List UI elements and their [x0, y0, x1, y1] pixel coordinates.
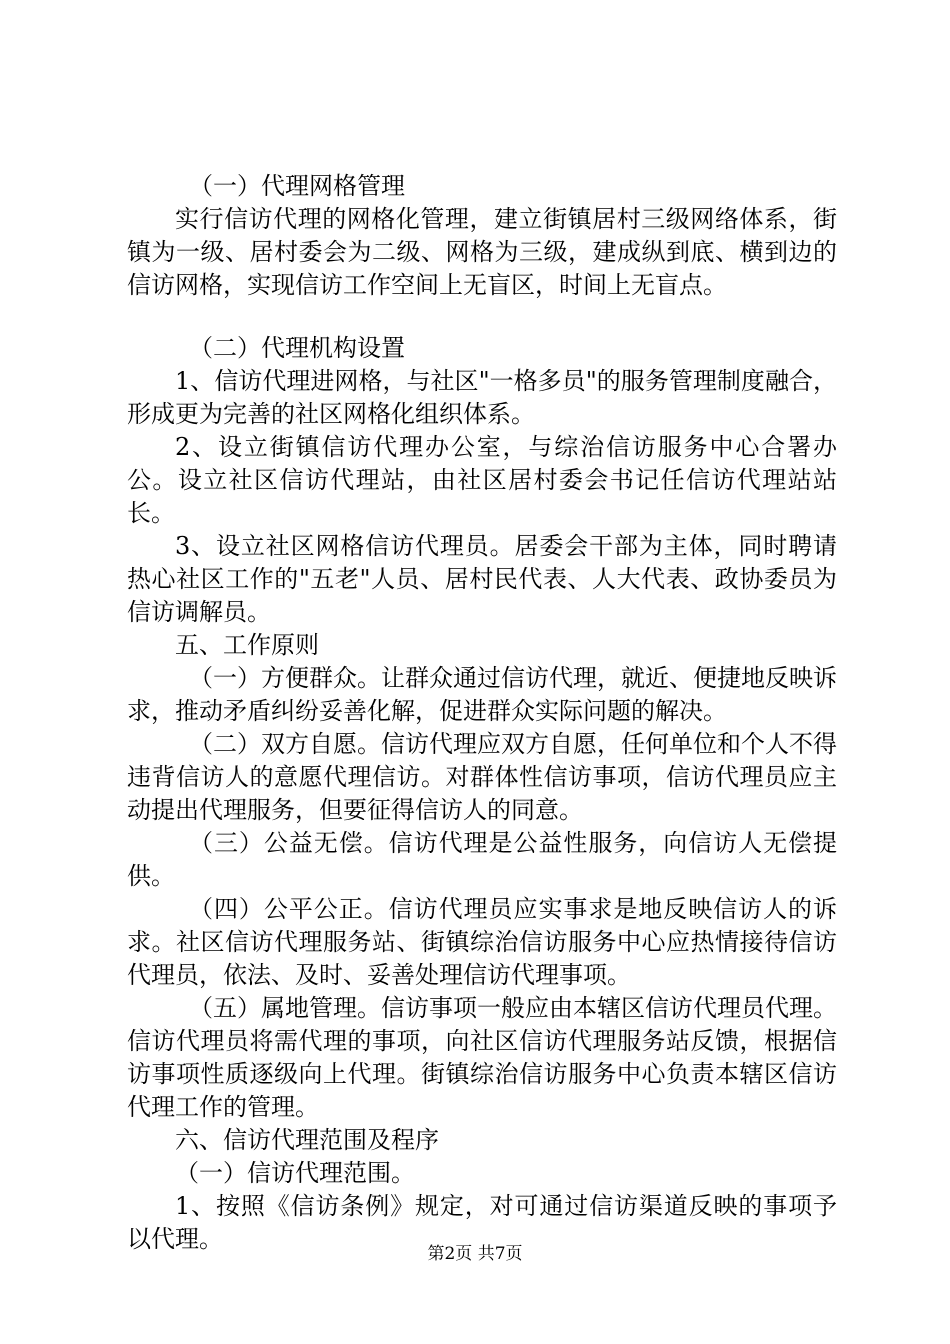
paragraph-agency-item-2: 2、设立街镇信访代理办公室，与综治信访服务中心合署办公。设立社区信访代理站，由社区居村委会书记任信访代理站站长。: [127, 433, 837, 527]
document-body: [127, 170, 837, 1256]
paragraph-agency-item-3: 3、设立社区网格信访代理员。居委会干部为主体，同时聘请热心社区工作的"五老"人员、居村民代表、人大代表、政协委员为信访调解员。: [127, 532, 837, 626]
paragraph-principle-3: （三）公益无偿。信访代理是公益性服务，向信访人无偿提供。: [127, 829, 837, 890]
paragraph-scope-item-1: 1、按照《信访条例》规定，对可通过信访渠道反映的事项予以代理。: [127, 1192, 837, 1253]
subsection-heading-scope: （一）信访代理范围。: [175, 1159, 415, 1187]
paragraph-principle-1: （一）方便群众。让群众通过信访代理，就近、便捷地反映诉求，推动矛盾纠纷妥善化解，促进群众实际问题的解决。: [127, 664, 837, 725]
paragraph-agency-item-1: 1、信访代理进网格，与社区"一格多员"的服务管理制度融合，形成更为完善的社区网格化组织体系。: [127, 367, 837, 428]
page-footer: 第2页 共7页: [427, 1244, 523, 1264]
section-heading-agency-setup: （二）代理机构设置: [189, 334, 405, 362]
paragraph-principle-5: （五）属地管理。信访事项一般应由本辖区信访代理员代理。信访代理员将需代理的事项，向社区信访代理服务站反馈，根据信访事项性质逐级向上代理。街镇综治信访服务中心负责本辖区信访代理工作的管理。: [127, 994, 837, 1121]
paragraph-principle-2: （二）双方自愿。信访代理应双方自愿，任何单位和个人不得违背信访人的意愿代理信访。对群体性信访事项，信访代理员应主动提出代理服务，但要征得信访人的同意。: [127, 730, 837, 824]
section-heading-grid-management: （一）代理网格管理: [189, 172, 405, 200]
section-heading-work-principles: 五、工作原则: [175, 631, 319, 659]
paragraph-principle-4: （四）公平公正。信访代理员应实事求是地反映信访人的诉求。社区信访代理服务站、街镇综治信访服务中心应热情接待信访代理员，依法、及时、妥善处理信访代理事项。: [127, 895, 837, 989]
paragraph-grid-management: 实行信访代理的网格化管理，建立街镇居村三级网络体系，街镇为一级、居村委会为二级、网格为三级，建成纵到底、横到边的信访网格，实现信访工作空间上无盲区，时间上无盲点。: [127, 205, 837, 299]
section-heading-scope-procedure: 六、信访代理范围及程序: [175, 1126, 439, 1154]
